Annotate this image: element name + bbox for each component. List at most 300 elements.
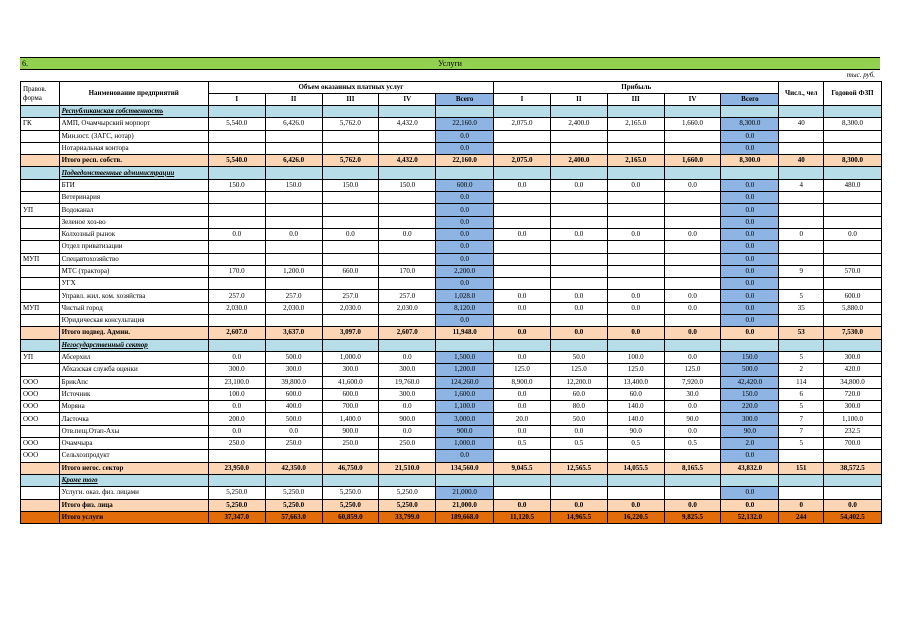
profit-cell <box>550 278 607 290</box>
profit-cell: 100.0 <box>607 351 664 363</box>
header-name: Наименование предприятий <box>59 82 208 106</box>
profit-cell: 125.0 <box>550 364 607 376</box>
name-cell: Управл. жил. ком. хозяйства <box>59 290 208 302</box>
volume-cell: 57,663.0 <box>265 511 322 523</box>
volume-cell: 1,400.0 <box>322 413 379 425</box>
name-cell: Отдел приватизации <box>59 241 208 253</box>
volume-cell <box>379 241 436 253</box>
section-empty-cell <box>664 339 721 351</box>
volume-cell: 257.0 <box>322 290 379 302</box>
grand-total-row <box>21 511 882 523</box>
volume-total-cell: 0.0 <box>436 142 494 154</box>
profit-cell <box>494 265 551 277</box>
section-empty-cell <box>824 167 882 179</box>
profit-cell <box>494 450 551 462</box>
fund-cell <box>824 142 882 154</box>
header-volume-q4: IV <box>379 94 436 106</box>
volume-cell: 100.0 <box>208 388 265 400</box>
profit-cell <box>607 278 664 290</box>
volume-cell: 2,607.0 <box>208 327 265 339</box>
profit-cell <box>494 241 551 253</box>
section-title: Услуги <box>438 59 462 68</box>
table-row <box>21 142 882 154</box>
name-cell: Итого услуги <box>59 511 208 523</box>
volume-cell <box>265 204 322 216</box>
volume-cell <box>265 216 322 228</box>
fund-cell <box>824 130 882 142</box>
profit-cell: 0.0 <box>494 290 551 302</box>
table-row <box>21 364 882 376</box>
section-empty-cell <box>664 106 721 118</box>
form-cell <box>21 216 60 228</box>
section-number: 6. <box>22 59 28 68</box>
count-cell: 5 <box>779 401 824 413</box>
volume-cell: 2,030.0 <box>379 302 436 314</box>
count-cell <box>779 130 824 142</box>
fund-cell: 232.5 <box>824 425 882 437</box>
profit-cell: 0.0 <box>550 179 607 191</box>
volume-cell <box>265 278 322 290</box>
form-cell <box>21 192 60 204</box>
volume-cell: 257.0 <box>265 290 322 302</box>
volume-cell: 5,250.0 <box>208 487 265 499</box>
name-cell: Отв.пещ.Отап-Ахы <box>59 425 208 437</box>
count-cell: 53 <box>779 327 824 339</box>
form-cell <box>21 241 60 253</box>
profit-total-cell: 8,300.0 <box>721 155 779 167</box>
volume-total-cell: 1,600.0 <box>436 388 494 400</box>
volume-cell <box>208 278 265 290</box>
profit-cell <box>494 315 551 327</box>
volume-cell: 42,350.0 <box>265 462 322 474</box>
profit-cell: 8,900.0 <box>494 376 551 388</box>
profit-cell: 2,400.0 <box>550 155 607 167</box>
volume-total-cell: 600.0 <box>436 179 494 191</box>
profit-cell <box>664 142 721 154</box>
volume-cell: 4,432.0 <box>379 155 436 167</box>
section-empty-cell <box>721 167 779 179</box>
profit-total-cell: 0.0 <box>721 130 779 142</box>
profit-total-cell: 0.0 <box>721 216 779 228</box>
header-profit-q1: I <box>494 94 551 106</box>
table-row <box>21 204 882 216</box>
profit-cell: 90.0 <box>607 425 664 437</box>
volume-cell: 2,030.0 <box>208 302 265 314</box>
volume-cell: 37,347.0 <box>208 511 265 523</box>
volume-total-cell: 900.0 <box>436 425 494 437</box>
volume-cell <box>208 192 265 204</box>
volume-cell <box>208 204 265 216</box>
section-empty-cell <box>779 167 824 179</box>
volume-total-cell: 1,500.0 <box>436 351 494 363</box>
profit-cell: 0.0 <box>664 228 721 240</box>
profit-cell: 0.0 <box>494 351 551 363</box>
section-empty-cell <box>550 339 607 351</box>
profit-cell: 90.0 <box>664 413 721 425</box>
table-row <box>21 302 882 314</box>
volume-cell: 300.0 <box>322 364 379 376</box>
name-cell: Услуги. оказ. физ. лицами <box>59 487 208 499</box>
profit-cell: 0.5 <box>550 438 607 450</box>
fund-cell: 5,880.0 <box>824 302 882 314</box>
profit-cell <box>494 216 551 228</box>
section-empty-cell <box>436 339 494 351</box>
volume-cell <box>208 130 265 142</box>
count-cell: 0 <box>779 228 824 240</box>
profit-total-cell: 0.0 <box>721 290 779 302</box>
form-cell: ООО <box>21 413 60 425</box>
volume-cell: 700.0 <box>322 401 379 413</box>
name-cell: Юридическая консультация <box>59 315 208 327</box>
count-cell: 2 <box>779 364 824 376</box>
profit-total-cell: 0.0 <box>721 142 779 154</box>
profit-cell <box>664 253 721 265</box>
profit-cell <box>607 216 664 228</box>
header-volume-q1: I <box>208 94 265 106</box>
section-form-cell <box>21 474 60 486</box>
section-empty-cell <box>265 106 322 118</box>
volume-cell: 170.0 <box>208 265 265 277</box>
profit-cell: 14,055.5 <box>607 462 664 474</box>
volume-cell: 33,799.0 <box>379 511 436 523</box>
fund-cell: 480.0 <box>824 179 882 191</box>
volume-total-cell: 1,028.0 <box>436 290 494 302</box>
table-row <box>21 130 882 142</box>
volume-total-cell: 21,000.0 <box>436 487 494 499</box>
profit-cell: 80.0 <box>550 401 607 413</box>
volume-cell <box>379 253 436 265</box>
table-body <box>21 106 882 524</box>
profit-cell <box>550 487 607 499</box>
table-row <box>21 179 882 191</box>
volume-cell: 21,510.0 <box>379 462 436 474</box>
fund-cell: 38,572.5 <box>824 462 882 474</box>
count-cell: 7 <box>779 413 824 425</box>
profit-total-cell: 0.0 <box>721 192 779 204</box>
section-empty-cell <box>208 339 265 351</box>
profit-cell <box>550 315 607 327</box>
volume-total-cell: 1,000.0 <box>436 438 494 450</box>
volume-cell: 6,426.0 <box>265 155 322 167</box>
subtotal-row <box>21 499 882 511</box>
profit-cell: 2,165.0 <box>607 118 664 130</box>
name-cell: УГХ <box>59 278 208 290</box>
table-row <box>21 450 882 462</box>
profit-cell: 12,200.0 <box>550 376 607 388</box>
profit-total-cell: 0.0 <box>721 450 779 462</box>
profit-cell <box>664 450 721 462</box>
section-empty-cell <box>824 339 882 351</box>
section-empty-cell <box>379 474 436 486</box>
volume-cell: 0.0 <box>379 351 436 363</box>
volume-cell: 5,762.0 <box>322 155 379 167</box>
volume-cell: 0.0 <box>322 228 379 240</box>
count-cell <box>779 487 824 499</box>
section-empty-cell <box>494 474 551 486</box>
section-empty-cell <box>607 339 664 351</box>
section-empty-cell <box>265 474 322 486</box>
volume-cell <box>265 192 322 204</box>
profit-total-cell: 0.0 <box>721 228 779 240</box>
section-empty-cell <box>550 167 607 179</box>
count-cell: 6 <box>779 388 824 400</box>
table-row <box>21 118 882 130</box>
profit-cell <box>550 142 607 154</box>
volume-cell <box>208 241 265 253</box>
volume-total-cell: 22,160.0 <box>436 155 494 167</box>
fund-cell: 570.0 <box>824 265 882 277</box>
profit-cell <box>494 487 551 499</box>
name-cell: Очамчыра <box>59 438 208 450</box>
section-form-cell <box>21 106 60 118</box>
form-cell <box>21 155 60 167</box>
form-cell <box>21 511 60 523</box>
volume-cell: 300.0 <box>208 364 265 376</box>
volume-cell: 600.0 <box>322 388 379 400</box>
profit-cell: 60.0 <box>550 388 607 400</box>
fund-cell: 420.0 <box>824 364 882 376</box>
profit-cell <box>607 192 664 204</box>
profit-cell: 0.0 <box>664 401 721 413</box>
header-profit: Прибыль <box>494 82 779 94</box>
count-cell: 7 <box>779 425 824 437</box>
count-cell: 4 <box>779 179 824 191</box>
section-empty-cell <box>550 474 607 486</box>
fund-cell <box>824 315 882 327</box>
volume-cell: 0.0 <box>265 228 322 240</box>
form-cell: МУП <box>21 302 60 314</box>
profit-cell: 0.0 <box>664 351 721 363</box>
count-cell <box>779 253 824 265</box>
profit-cell <box>550 204 607 216</box>
volume-total-cell: 1,100.0 <box>436 401 494 413</box>
volume-cell <box>265 315 322 327</box>
section-empty-cell <box>208 167 265 179</box>
profit-cell: 9,825.5 <box>664 511 721 523</box>
volume-cell <box>379 130 436 142</box>
volume-cell <box>265 130 322 142</box>
volume-cell <box>265 241 322 253</box>
fund-cell: 1,100.0 <box>824 413 882 425</box>
profit-total-cell: 0.0 <box>721 487 779 499</box>
profit-total-cell: 0.0 <box>721 302 779 314</box>
profit-cell <box>664 130 721 142</box>
section-empty-cell <box>265 339 322 351</box>
fund-cell <box>824 192 882 204</box>
table-row <box>21 253 882 265</box>
name-cell: Мин.юст. (ЗАГС, нотар) <box>59 130 208 142</box>
profit-cell: 0.0 <box>664 499 721 511</box>
volume-cell: 660.0 <box>322 265 379 277</box>
name-cell: Абхазская служба оценки <box>59 364 208 376</box>
section-empty-cell <box>779 339 824 351</box>
profit-total-cell: 0.0 <box>721 265 779 277</box>
section-empty-cell <box>824 474 882 486</box>
section-empty-cell <box>494 339 551 351</box>
profit-total-cell: 52,132.0 <box>721 511 779 523</box>
count-cell <box>779 315 824 327</box>
table-row <box>21 401 882 413</box>
volume-cell <box>322 450 379 462</box>
profit-cell: 0.0 <box>664 425 721 437</box>
profit-total-cell: 0.0 <box>721 499 779 511</box>
profit-cell: 125.0 <box>664 364 721 376</box>
fund-cell: 34,800.0 <box>824 376 882 388</box>
profit-cell: 0.0 <box>494 228 551 240</box>
section-empty-cell <box>550 106 607 118</box>
name-cell: Спецавтохозяйство <box>59 253 208 265</box>
profit-cell <box>664 204 721 216</box>
volume-cell <box>322 315 379 327</box>
section-form-cell <box>21 167 60 179</box>
profit-cell <box>607 487 664 499</box>
section-label: Республиканская собственность <box>59 106 208 118</box>
form-cell <box>21 130 60 142</box>
volume-total-cell: 0.0 <box>436 192 494 204</box>
section-empty-cell <box>379 339 436 351</box>
table-row <box>21 413 882 425</box>
profit-cell: 2,400.0 <box>550 118 607 130</box>
profit-cell: 0.0 <box>494 327 551 339</box>
fund-cell <box>824 204 882 216</box>
section-empty-cell <box>721 339 779 351</box>
header-volume: Объем оказанных платных услуг <box>208 82 493 94</box>
header-count: Числ., чел <box>779 82 824 106</box>
volume-total-cell: 22,160.0 <box>436 118 494 130</box>
volume-cell <box>265 253 322 265</box>
profit-cell: 0.0 <box>607 228 664 240</box>
table-row <box>21 228 882 240</box>
volume-cell: 3,097.0 <box>322 327 379 339</box>
section-title-bar <box>20 57 880 70</box>
form-cell <box>21 179 60 191</box>
volume-cell: 0.0 <box>208 228 265 240</box>
form-cell: ГК <box>21 118 60 130</box>
section-empty-cell <box>208 474 265 486</box>
name-cell: Итого респ. собств. <box>59 155 208 167</box>
form-cell <box>21 278 60 290</box>
volume-cell <box>379 450 436 462</box>
volume-cell <box>322 216 379 228</box>
section-empty-cell <box>322 474 379 486</box>
table-row <box>21 241 882 253</box>
header-profit-q4: IV <box>664 94 721 106</box>
profit-cell: 0.0 <box>494 302 551 314</box>
profit-cell: 7,920.0 <box>664 376 721 388</box>
volume-cell <box>322 130 379 142</box>
profit-cell: 0.0 <box>494 425 551 437</box>
volume-cell: 19,760.0 <box>379 376 436 388</box>
volume-cell: 170.0 <box>379 265 436 277</box>
section-empty-cell <box>607 167 664 179</box>
header-profit-total: Всего <box>721 94 779 106</box>
profit-cell <box>550 450 607 462</box>
volume-cell: 0.0 <box>208 401 265 413</box>
volume-total-cell: 1,200.0 <box>436 364 494 376</box>
fund-cell <box>824 253 882 265</box>
profit-cell: 140.0 <box>607 413 664 425</box>
form-cell: ООО <box>21 401 60 413</box>
profit-cell: 0.0 <box>607 179 664 191</box>
header-profit-q3: III <box>607 94 664 106</box>
volume-cell <box>379 142 436 154</box>
form-cell <box>21 462 60 474</box>
name-cell: Ласточка <box>59 413 208 425</box>
form-cell <box>21 425 60 437</box>
name-cell: Моряна <box>59 401 208 413</box>
volume-cell: 5,250.0 <box>322 499 379 511</box>
profit-cell <box>607 450 664 462</box>
table-row <box>21 315 882 327</box>
volume-total-cell: 11,948.0 <box>436 327 494 339</box>
section-header-row <box>21 474 882 486</box>
section-header-row <box>21 339 882 351</box>
volume-cell: 5,250.0 <box>379 499 436 511</box>
volume-cell: 5,762.0 <box>322 118 379 130</box>
profit-cell <box>664 278 721 290</box>
volume-cell: 5,250.0 <box>265 487 322 499</box>
form-cell: ООО <box>21 450 60 462</box>
profit-cell: 1,660.0 <box>664 155 721 167</box>
profit-cell: 20.0 <box>494 413 551 425</box>
profit-cell: 14,965.5 <box>550 511 607 523</box>
table-row <box>21 278 882 290</box>
form-cell <box>21 265 60 277</box>
profit-total-cell: 0.0 <box>721 241 779 253</box>
header-volume-q3: III <box>322 94 379 106</box>
table-row <box>21 290 882 302</box>
table-row <box>21 425 882 437</box>
profit-cell: 13,400.0 <box>607 376 664 388</box>
profit-cell <box>550 192 607 204</box>
section-empty-cell <box>721 474 779 486</box>
count-cell: 244 <box>779 511 824 523</box>
volume-cell: 300.0 <box>265 364 322 376</box>
volume-total-cell: 134,560.0 <box>436 462 494 474</box>
volume-cell: 5,250.0 <box>265 499 322 511</box>
profit-cell <box>550 130 607 142</box>
count-cell <box>779 241 824 253</box>
section-empty-cell <box>436 106 494 118</box>
profit-cell: 0.0 <box>550 228 607 240</box>
name-cell: Итого физ. лица <box>59 499 208 511</box>
profit-cell: 50.0 <box>550 351 607 363</box>
name-cell: Итого подвед. Админ. <box>59 327 208 339</box>
count-cell <box>779 450 824 462</box>
fund-cell: 8,300.0 <box>824 118 882 130</box>
profit-total-cell: 43,832.0 <box>721 462 779 474</box>
services-table <box>20 81 882 524</box>
profit-cell: 30.0 <box>664 388 721 400</box>
volume-cell: 60,859.0 <box>322 511 379 523</box>
form-cell <box>21 487 60 499</box>
profit-cell: 0.0 <box>494 179 551 191</box>
profit-cell: 0.0 <box>607 499 664 511</box>
volume-cell: 1,000.0 <box>322 351 379 363</box>
subtotal-row <box>21 155 882 167</box>
section-empty-cell <box>322 339 379 351</box>
volume-total-cell: 0.0 <box>436 130 494 142</box>
volume-cell: 5,540.0 <box>208 155 265 167</box>
volume-cell: 0.0 <box>265 425 322 437</box>
profit-cell: 0.0 <box>664 179 721 191</box>
volume-total-cell: 189,668.0 <box>436 511 494 523</box>
volume-cell <box>322 253 379 265</box>
profit-cell <box>607 204 664 216</box>
section-header-row <box>21 167 882 179</box>
profit-cell <box>607 253 664 265</box>
profit-cell: 16,220.5 <box>607 511 664 523</box>
